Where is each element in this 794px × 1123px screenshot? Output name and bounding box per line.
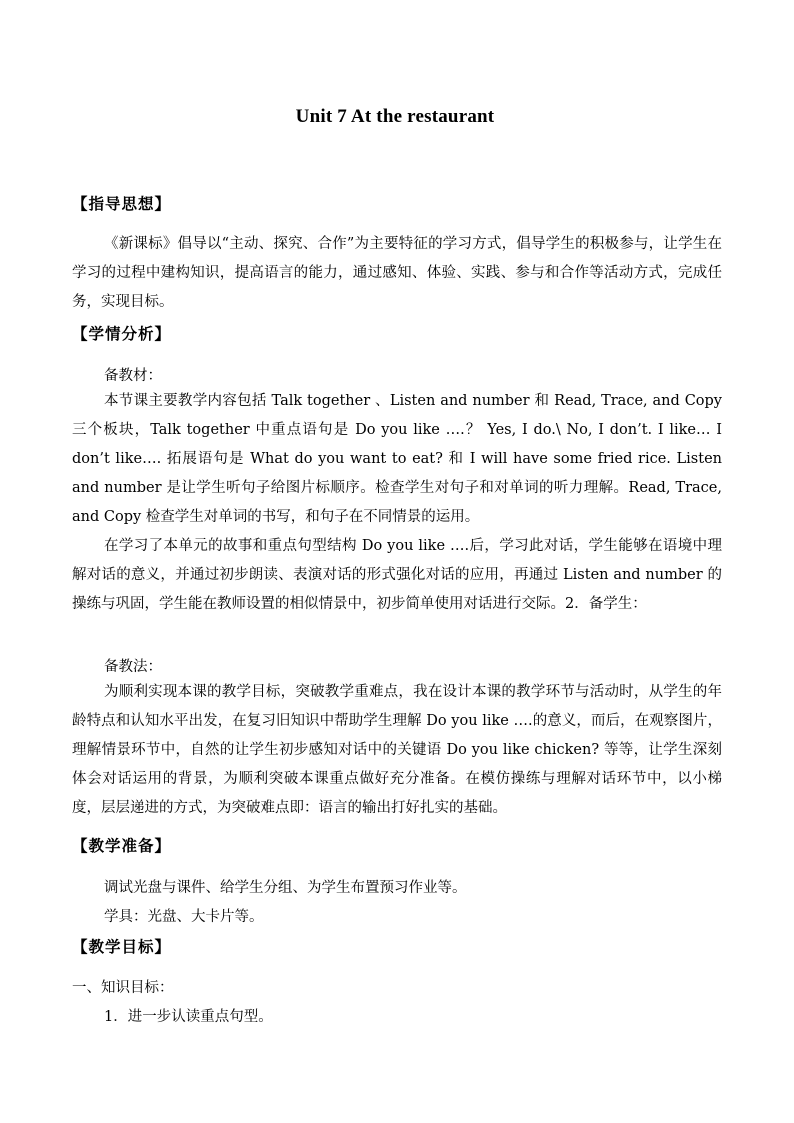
objective-item-1: 1．进一步认读重点句型。: [104, 1009, 273, 1025]
materials-paragraph: 本节课主要教学内容包括 Talk together 、Listen and number 和 Read, Trace, and Copy 三个板块，Talk together 中重点语句是 Do you like ….？ Yes, I do.\ No, I don’t. I like… I don’t like…. 拓展语句是 What do you want to eat? 和 I will have some fried rice. Listen and number 是让学生听句子给图片标顺序。检查学生对句子和对单词的听力理解。Read, Trace, and Copy 检查学生对单词的书写，和句子在不同情景的运用。: [72, 393, 722, 525]
guiding-thought-paragraph: 《新课标》倡导以“主动、探究、合作”为主要特征的学习方式，倡导学生的积极参与，让学生在学习的过程中建构知识，提高语言的能力，通过感知、体验、实践、参与和合作等活动方式，完成任务，实现目标。: [72, 236, 722, 310]
document-title: Unit 7 At the restaurant: [295, 106, 495, 127]
methods-paragraph: 为顺利实现本课的教学目标，突破教学重难点，我在设计本课的教学环节与活动时，从学生的年龄特点和认知水平出发，在复习旧知识中帮助学生理解 Do you like ….的意义，而后，在观察图片，理解情景环节中，自然的让学生初步感知对话中的关键语 Do you like chicken? 等等，让学生深刻体会对话运用的背景，为顺利突破本课重点做好充分准备。在模仿操练与理解对话环节中，以小梯度，层层递进的方式，为突破难点即：语言的输出打好扎实的基础。: [72, 684, 722, 816]
section-heading-preparation: 【教学准备】: [72, 837, 172, 855]
materials-label: 备教材：: [104, 368, 162, 384]
preparation-line-1: 调试光盘与课件、给学生分组、为学生布置预习作业等。: [104, 880, 467, 896]
knowledge-objectives-label: 一、知识目标：: [72, 980, 174, 996]
section-heading-guiding-thought: 【指导思想】: [72, 195, 172, 213]
methods-label: 备教法：: [104, 659, 162, 675]
section-heading-objectives: 【教学目标】: [72, 938, 172, 956]
preparation-line-2: 学具：光盘、大卡片等。: [104, 909, 264, 925]
dialogue-paragraph: 在学习了本单元的故事和重点句型结构 Do you like ….后，学习此对话，学生能够在语境中理解对话的意义，并通过初步朗读、表演对话的形式强化对话的应用，再通过 Listen and number 的操练与巩固，学生能在教师设置的相似情景中，初步简单使用对话进行交际。2．备学生：: [72, 538, 722, 612]
section-heading-analysis: 【学情分析】: [72, 325, 172, 343]
